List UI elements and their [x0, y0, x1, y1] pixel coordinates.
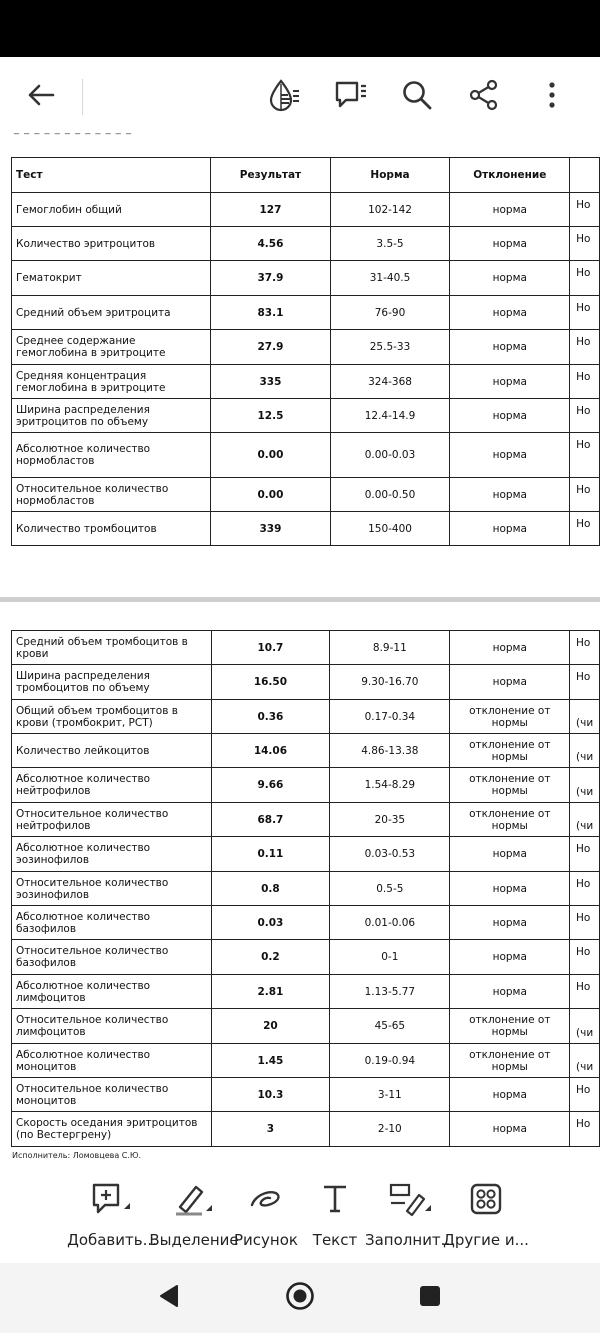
document-view[interactable]: [0, 133, 600, 1161]
share-icon: [468, 79, 500, 115]
norm-cell: 31-40.5: [330, 261, 450, 296]
extra-cell: Но: [570, 227, 600, 261]
extra-cell: Но: [570, 940, 600, 975]
table-row: [12, 1044, 600, 1078]
result-cell: 10.7: [211, 631, 330, 665]
deviation-cell: отклонение от нормы: [450, 803, 570, 837]
extra-cell: Но: [570, 906, 600, 940]
norm-cell: 0.5-5: [330, 872, 450, 906]
test-name-cell: Относительное количество нейтрофилов: [12, 803, 212, 837]
header-extra: [570, 158, 600, 193]
table-row: [12, 296, 600, 330]
norm-cell: 0-1: [330, 940, 450, 975]
test-name-cell: Ширина распределения тромбоцитов по объему: [12, 665, 212, 700]
fill-sign-label: Заполнит...: [365, 1231, 455, 1249]
norm-cell: 0.03-0.53: [330, 837, 450, 872]
extra-cell: (чи: [570, 734, 600, 768]
result-cell: 0.00: [211, 433, 330, 478]
deviation-cell: норма: [450, 365, 570, 399]
test-name-cell: Абсолютное количество моноцитов: [12, 1044, 212, 1078]
test-name-cell: Ширина распределения эритроцитов по объему: [12, 399, 211, 433]
table-header-row: [12, 158, 600, 193]
result-cell: 83.1: [211, 296, 330, 330]
deviation-cell: норма: [450, 1078, 570, 1112]
test-name-cell: Относительное количество лимфоцитов: [12, 1009, 212, 1044]
extra-cell: Но: [570, 512, 600, 546]
test-name-cell: Гематокрит: [12, 261, 211, 296]
result-cell: 0.11: [211, 837, 330, 872]
deviation-cell: норма: [450, 478, 570, 512]
norm-cell: 1.13-5.77: [330, 975, 450, 1009]
result-cell: 27.9: [211, 330, 330, 365]
table-row: [12, 631, 600, 665]
norm-cell: 3-11: [330, 1078, 450, 1112]
table-row: [12, 940, 600, 975]
norm-cell: 0.17-0.34: [330, 700, 450, 734]
table-row: [12, 365, 600, 399]
deviation-cell: норма: [450, 975, 570, 1009]
deviation-cell: отклонение от нормы: [450, 734, 570, 768]
test-name-cell: Скорость оседания эритроцитов (по Вестергрену): [12, 1112, 212, 1147]
deviation-cell: норма: [450, 399, 570, 433]
result-cell: 16.50: [211, 665, 330, 700]
top-toolbar: [0, 57, 600, 140]
norm-cell: 76-90: [330, 296, 450, 330]
deviation-cell: норма: [450, 872, 570, 906]
result-cell: 0.2: [211, 940, 330, 975]
results-table-page-1: [11, 157, 600, 546]
test-name-cell: Гемоглобин общий: [12, 193, 211, 227]
extra-cell: Но: [570, 665, 600, 700]
extra-cell: Но: [570, 975, 600, 1009]
extra-cell: Но: [570, 433, 600, 478]
table-row: [12, 803, 600, 837]
comments-button[interactable]: [326, 72, 376, 122]
extra-cell: Но: [570, 193, 600, 227]
norm-cell: 0.00-0.03: [330, 433, 450, 478]
highlight-icon: [172, 1181, 216, 1221]
extra-cell: Но: [570, 631, 600, 665]
extra-cell: Но: [570, 837, 600, 872]
result-cell: 20: [211, 1009, 330, 1044]
table-row: [12, 1112, 600, 1147]
bottom-tools-bar: [0, 1161, 600, 1263]
test-name-cell: Абсолютное количество нормобластов: [12, 433, 211, 478]
norm-cell: 324-368: [330, 365, 450, 399]
result-cell: 0.36: [211, 700, 330, 734]
result-cell: 37.9: [211, 261, 330, 296]
text-label: Текст: [312, 1231, 358, 1249]
result-cell: 0.03: [211, 906, 330, 940]
test-name-cell: Абсолютное количество базофилов: [12, 906, 212, 940]
test-name-cell: Абсолютное количество эозинофилов: [12, 837, 212, 872]
result-cell: 127: [211, 193, 330, 227]
test-name-cell: Среднее содержание гемоглобина в эритроците: [12, 330, 211, 365]
deviation-cell: отклонение от нормы: [450, 700, 570, 734]
table-row: [12, 478, 600, 512]
table-row: [12, 906, 600, 940]
deviation-cell: норма: [450, 261, 570, 296]
deviation-cell: отклонение от нормы: [450, 768, 570, 803]
header-test: Тест: [12, 158, 211, 193]
highlight-label: Выделение: [149, 1231, 239, 1249]
deviation-cell: отклонение от нормы: [450, 1044, 570, 1078]
test-name-cell: Относительное количество моноцитов: [12, 1078, 212, 1112]
back-button[interactable]: [16, 72, 66, 122]
page-separator: [0, 597, 600, 602]
norm-cell: 20-35: [330, 803, 450, 837]
result-cell: 68.7: [211, 803, 330, 837]
table-row: [12, 433, 600, 478]
table-row: [12, 261, 600, 296]
extra-cell: Но: [570, 1112, 600, 1147]
comments-icon: [333, 77, 369, 117]
table-row: [12, 665, 600, 700]
extra-cell: (чи: [570, 1009, 600, 1044]
fill-sign-icon: [387, 1181, 433, 1221]
nav-back-button[interactable]: [152, 1281, 186, 1315]
result-cell: 10.3: [211, 1078, 330, 1112]
norm-cell: 3.5-5: [330, 227, 450, 261]
result-cell: 0.8: [211, 872, 330, 906]
norm-cell: 2-10: [330, 1112, 450, 1147]
extra-cell: (чи: [570, 803, 600, 837]
extra-cell: Но: [570, 330, 600, 365]
result-cell: 335: [211, 365, 330, 399]
test-name-cell: Средний объем эритроцита: [12, 296, 211, 330]
result-cell: 0.00: [211, 478, 330, 512]
result-cell: 12.5: [211, 399, 330, 433]
norm-cell: 9.30-16.70: [330, 665, 450, 700]
test-name-cell: Количество эритроцитов: [12, 227, 211, 261]
extra-cell: Но: [570, 296, 600, 330]
extra-cell: (чи: [570, 768, 600, 803]
test-name-cell: Относительное количество эозинофилов: [12, 872, 212, 906]
table-row: [12, 193, 600, 227]
norm-cell: 0.01-0.06: [330, 906, 450, 940]
more-tools-icon: [468, 1181, 504, 1221]
more-tools-label: Другие и...: [443, 1231, 529, 1249]
deviation-cell: норма: [450, 837, 570, 872]
norm-cell: 4.86-13.38: [330, 734, 450, 768]
executor-line: Исполнитель: Ломовцева С.Ю.: [12, 1151, 142, 1160]
extra-cell: (чи: [570, 1044, 600, 1078]
more-tools-tool[interactable]: [431, 1181, 541, 1249]
table-row: [12, 768, 600, 803]
system-nav-bar: [0, 1263, 600, 1333]
norm-cell: 102-142: [330, 193, 450, 227]
deviation-cell: норма: [450, 296, 570, 330]
table-row: [12, 227, 600, 261]
deviation-cell: норма: [450, 940, 570, 975]
deviation-cell: норма: [450, 433, 570, 478]
extra-cell: Но: [570, 399, 600, 433]
liquid-mode-button[interactable]: [260, 72, 310, 122]
header-result: Результат: [211, 158, 330, 193]
norm-cell: 12.4-14.9: [330, 399, 450, 433]
test-name-cell: Абсолютное количество нейтрофилов: [12, 768, 212, 803]
more-options-button[interactable]: [527, 72, 577, 122]
search-button[interactable]: [392, 72, 442, 122]
recents-square-icon: [419, 1285, 441, 1311]
test-name-cell: Средний объем тромбоцитов в крови: [12, 631, 212, 665]
norm-cell: 0.00-0.50: [330, 478, 450, 512]
test-name-cell: Количество тромбоцитов: [12, 512, 211, 546]
add-comment-label: Добавить...: [67, 1231, 157, 1249]
result-cell: 1.45: [211, 1044, 330, 1078]
nav-home-button[interactable]: [283, 1281, 317, 1315]
text-icon: [319, 1181, 351, 1221]
table-row: [12, 1078, 600, 1112]
deviation-cell: норма: [450, 906, 570, 940]
deviation-cell: норма: [450, 1112, 570, 1147]
extra-cell: (чи: [570, 700, 600, 734]
extra-cell: Но: [570, 478, 600, 512]
header-norm: Норма: [330, 158, 450, 193]
deviation-cell: норма: [450, 512, 570, 546]
table-row: [12, 734, 600, 768]
back-triangle-icon: [158, 1284, 180, 1312]
extra-cell: Но: [570, 365, 600, 399]
test-name-cell: Абсолютное количество лимфоцитов: [12, 975, 212, 1009]
norm-cell: 150-400: [330, 512, 450, 546]
norm-cell: 8.9-11: [330, 631, 450, 665]
deviation-cell: норма: [450, 631, 570, 665]
cut-off-text-line: ‾ ‾ ‾ ‾ ‾ ‾ ‾ ‾ ‾ ‾ ‾ ‾: [14, 133, 132, 144]
deviation-cell: норма: [450, 330, 570, 365]
table-row: [12, 872, 600, 906]
deviation-cell: норма: [450, 227, 570, 261]
result-cell: 9.66: [211, 768, 330, 803]
result-cell: 4.56: [211, 227, 330, 261]
deviation-cell: норма: [450, 193, 570, 227]
liquid-mode-icon: [267, 77, 303, 117]
table-row: [12, 512, 600, 546]
norm-cell: 1.54-8.29: [330, 768, 450, 803]
results-table-page-2: [11, 630, 600, 1147]
norm-cell: 0.19-0.94: [330, 1044, 450, 1078]
search-icon: [401, 79, 433, 115]
header-deviation: Отклонение: [450, 158, 570, 193]
share-button[interactable]: [459, 72, 509, 122]
test-name-cell: Количество лейкоцитов: [12, 734, 212, 768]
deviation-cell: норма: [450, 665, 570, 700]
table-row: [12, 330, 600, 365]
draw-label: Рисунок: [234, 1231, 298, 1249]
deviation-cell: отклонение от нормы: [450, 1009, 570, 1044]
test-name-cell: Относительное количество нормобластов: [12, 478, 211, 512]
add-comment-icon: [90, 1181, 134, 1221]
status-bar: [0, 0, 600, 57]
more-vert-icon: [547, 81, 557, 113]
norm-cell: 45-65: [330, 1009, 450, 1044]
test-name-cell: Средняя концентрация гемоглобина в эритроците: [12, 365, 211, 399]
nav-recents-button[interactable]: [413, 1281, 447, 1315]
back-arrow-icon: [26, 83, 56, 111]
result-cell: 3: [211, 1112, 330, 1147]
norm-cell: 25.5-33: [330, 330, 450, 365]
table-row: [12, 1009, 600, 1044]
table-row: [12, 837, 600, 872]
result-cell: 2.81: [211, 975, 330, 1009]
home-circle-icon: [285, 1281, 315, 1315]
result-cell: 14.06: [211, 734, 330, 768]
table-row: [12, 975, 600, 1009]
table-row: [12, 399, 600, 433]
test-name-cell: Общий объем тромбоцитов в крови (тромбокрит, PCT): [12, 700, 212, 734]
table-row: [12, 700, 600, 734]
extra-cell: Но: [570, 872, 600, 906]
result-cell: 339: [211, 512, 330, 546]
extra-cell: Но: [570, 1078, 600, 1112]
test-name-cell: Относительное количество базофилов: [12, 940, 212, 975]
toolbar-divider: [82, 79, 83, 115]
extra-cell: Но: [570, 261, 600, 296]
